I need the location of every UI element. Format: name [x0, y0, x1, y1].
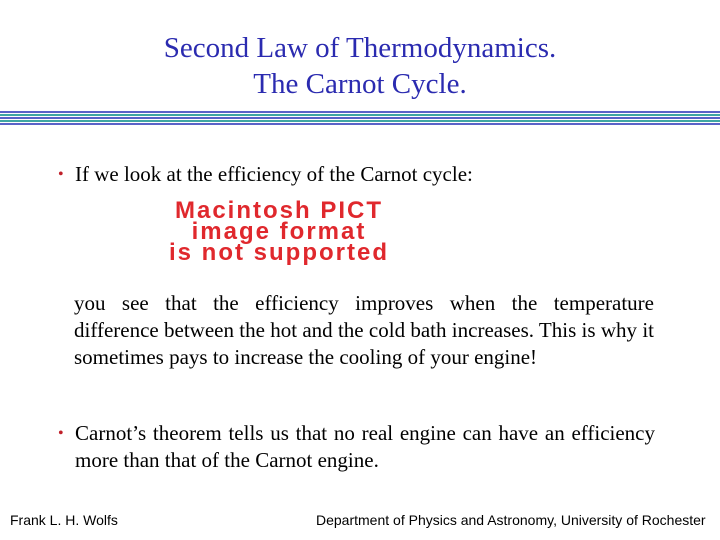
bullet-1-text: If we look at the efficiency of the Carnot cycle: — [75, 162, 473, 186]
title-line-1: Second Law of Thermodynamics. — [163, 32, 557, 64]
bullet-2-text: Carnot’s theorem tells us that no real engine can have an efficiency more than that of the Carnot engine. — [75, 421, 655, 472]
footer-department: Department of Physics and Astronomy, University of Rochester — [316, 512, 706, 528]
slide-title — [0, 30, 720, 102]
pict-line-3: is not supported — [169, 239, 389, 266]
title-divider — [0, 111, 720, 125]
title-line-2: The Carnot Cycle. — [253, 68, 467, 100]
footer-author: Frank L. H. Wolfs — [10, 512, 118, 528]
bullet-dot-icon: • — [58, 425, 64, 442]
pict-image-placeholder — [82, 197, 476, 266]
efficiency-paragraph: you see that the efficiency improves when the temperature difference between the hot and the cold bath increases. This is why it sometimes pays to increase the cooling of your engine! — [74, 291, 654, 369]
bullet-dot-icon: • — [58, 166, 64, 183]
pict-line-2: image format — [191, 218, 367, 245]
bullet-2 — [58, 420, 655, 474]
pict-line-1: Macintosh PICT — [174, 197, 383, 224]
